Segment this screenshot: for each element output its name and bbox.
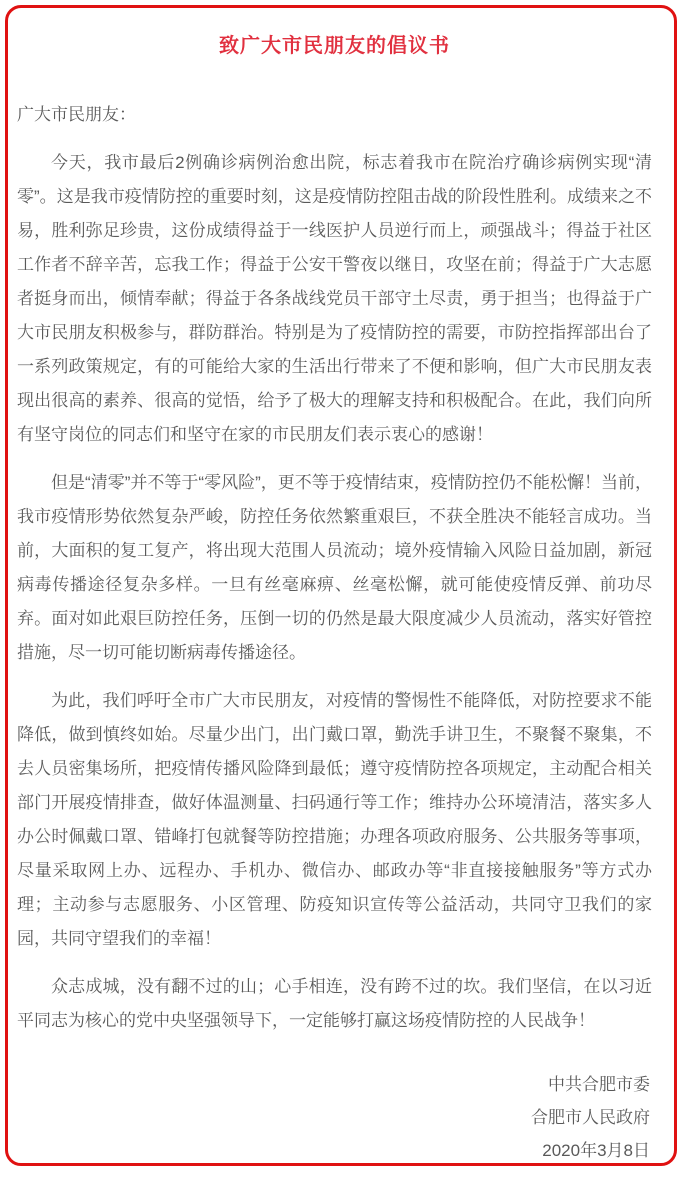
signature-org-party: 中共合肥市委 xyxy=(548,1075,650,1094)
signature-date: 2020年3月8日 xyxy=(542,1141,650,1160)
red-border-frame xyxy=(5,5,677,1166)
body-paragraph-3: 为此，我们呼吁全市广大市民朋友，对疫情的警惕性不能降低，对防控要求不能降低，做到慎终如始。尽量少出门，出门戴口罩，勤洗手讲卫生，不聚餐不聚集，不去人员密集场所，把疫情传播风险降到最低；遵守疫情防控各项规定，主动配合相关部门开展疫情排查，做好体温测量、扫码通行等工作；维持办公环境清洁，落实多人办公时佩戴口罩、错峰打包就餐等防控措施；办理各项政府服务、公共服务等事项，尽量采取网上办、远程办、手机办、微信办、邮政办等“非直接接触服务”等方式办理；主动参与志愿服务、小区管理、防疫知识宣传等公益活动，共同守卫我们的家园，共同守望我们的幸福！ xyxy=(17,691,652,948)
document-body xyxy=(17,98,652,1167)
document-title: 致广大市民朋友的倡议书 xyxy=(219,35,450,57)
body-paragraph-1: 今天，我市最后2例确诊病例治愈出院，标志着我市在院治疗确诊病例实现“清零”。这是我市疫情防控的重要时刻，这是疫情防控阻击战的阶段性胜利。成绩来之不易，胜利弥足珍贵，这份成绩得益于一线医护人员逆行而上，顽强战斗；得益于社区工作者不辞辛苦，忘我工作；得益于公安干警夜以继日，攻坚在前；得益于广大志愿者挺身而出，倾情奉献；得益于各条战线党员干部守土尽责，勇于担当；也得益于广大市民朋友积极参与，群防群治。特别是为了疫情防控的需要，市防控指挥部出台了一系列政策规定，有的可能给大家的生活出行带来了不便和影响，但广大市民朋友表现出很高的素养、很高的觉悟，给予了极大的理解支持和积极配合。在此，我们向所有坚守岗位的同志们和坚守在家的市民朋友们表示衷心的感谢！ xyxy=(17,153,652,444)
signature-block xyxy=(17,1068,652,1167)
salutation: 广大市民朋友： xyxy=(17,105,136,124)
body-paragraph-4: 众志成城，没有翻不过的山；心手相连，没有跨不过的坎。我们坚信，在以习近平同志为核心的党中央坚强领导下，一定能够打赢这场疫情防控的人民战争！ xyxy=(17,977,652,1030)
body-paragraph-2: 但是“清零”并不等于“零风险”，更不等于疫情结束，疫情防控仍不能松懈！当前，我市疫情形势依然复杂严峻，防控任务依然繁重艰巨，不获全胜决不能轻言成功。当前，大面积的复工复产，将出现大范围人员流动；境外疫情输入风险日益加剧，新冠病毒传播途径复杂多样。一旦有丝毫麻痹、丝毫松懈，就可能使疫情反弹、前功尽弃。面对如此艰巨防控任务，压倒一切的仍然是最大限度减少人员流动，落实好管控措施，尽一切可能切断病毒传播途径。 xyxy=(17,473,652,662)
signature-org-government: 合肥市人民政府 xyxy=(531,1108,650,1127)
